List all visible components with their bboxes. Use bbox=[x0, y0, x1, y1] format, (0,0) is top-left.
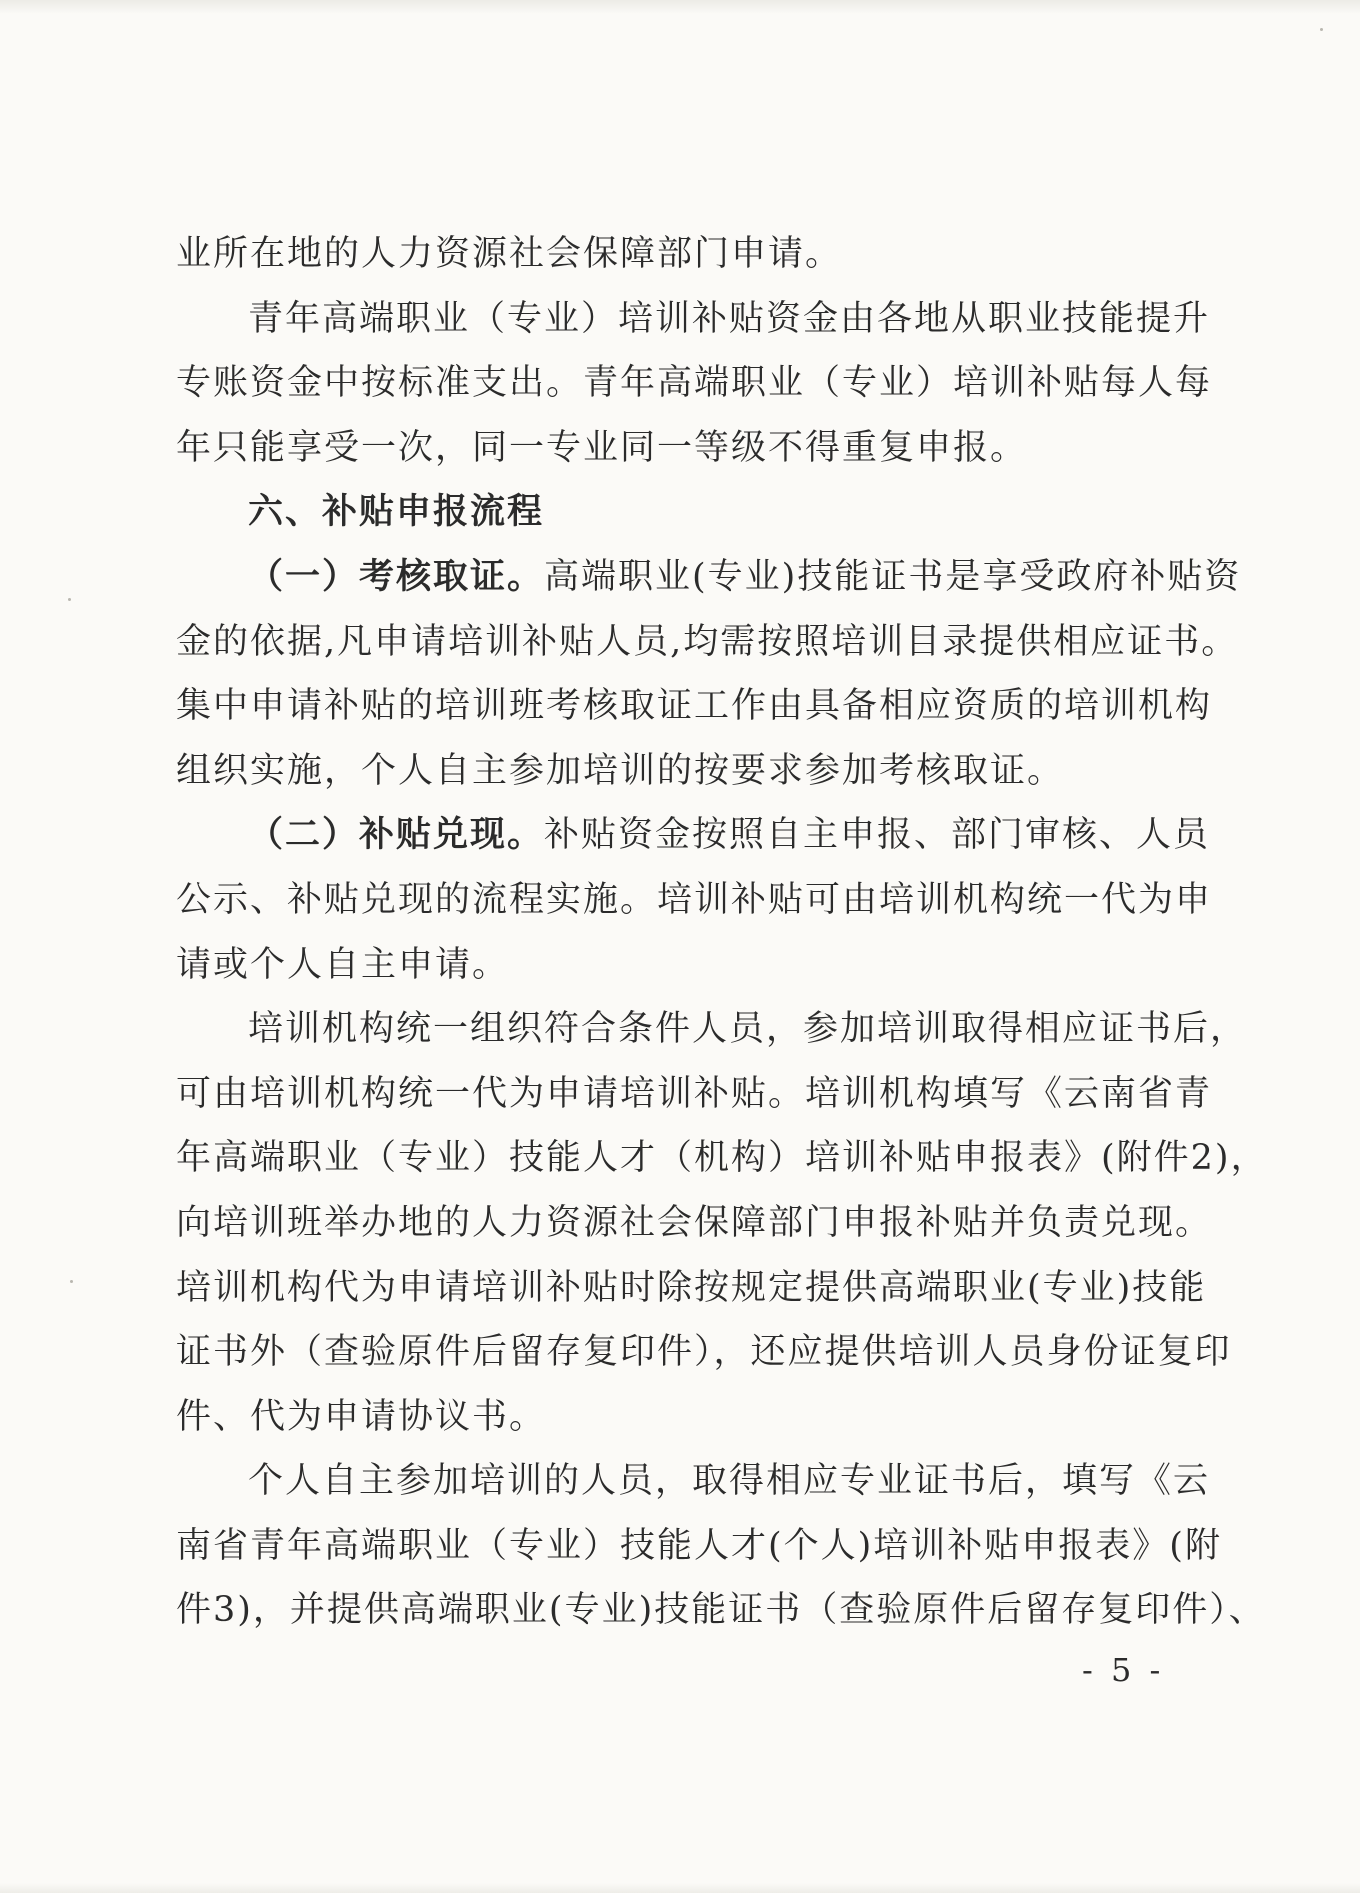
body-line: 培训机构代为申请培训补贴时除按规定提供高端职业(专业)技能 bbox=[176, 1267, 1207, 1308]
body-line: 培训机构统一组织符合条件人员，参加培训取得相应证书后， bbox=[248, 1009, 1248, 1050]
subsection-lead: （一）考核取证。 bbox=[248, 555, 545, 597]
body-line: 南省青年高端职业（专业）技能人才(个人)培训补贴申报表》(附 bbox=[176, 1525, 1222, 1566]
body-line: 金的依据,凡申请培训补贴人员,均需按照培训目录提供相应证书。 bbox=[176, 621, 1239, 662]
body-line: 专账资金中按标准支出。青年高端职业（专业）培训补贴每人每 bbox=[176, 363, 1213, 404]
body-line: 公示、补贴兑现的流程实施。培训补贴可由培训机构统一代为申 bbox=[176, 879, 1213, 920]
body-text: 补贴资金按照自主申报、部门审核、人员 bbox=[544, 815, 1211, 856]
body-line: 可由培训机构统一代为申请培训补贴。培训机构填写《云南省青 bbox=[176, 1073, 1213, 1114]
body-text: 高端职业(专业)技能证书是享受政府补贴资 bbox=[544, 556, 1242, 597]
body-line: 青年高端职业（专业）培训补贴资金由各地从职业技能提升 bbox=[248, 298, 1211, 339]
body-line: 年高端职业（专业）技能人才（机构）培训补贴申报表》(附件2)， bbox=[176, 1138, 1268, 1179]
scan-speck bbox=[70, 1280, 73, 1283]
body-line: 组织实施，个人自主参加培训的按要求参加考核取证。 bbox=[176, 750, 1065, 791]
document-body bbox=[176, 222, 1268, 1643]
body-line: 向培训班举办地的人力资源社会保障部门申报补贴并负责兑现。 bbox=[176, 1202, 1213, 1243]
body-line: 请或个人自主申请。 bbox=[176, 944, 510, 985]
subsection-lead: （二）补贴兑现。 bbox=[248, 814, 545, 856]
page-number: - 5 - bbox=[1082, 1651, 1165, 1689]
body-line: 年只能享受一次，同一专业同一等级不得重复申报。 bbox=[176, 427, 1028, 468]
scan-edge-bottom bbox=[0, 1883, 1360, 1893]
scan-speck bbox=[68, 598, 71, 601]
body-line: 个人自主参加培训的人员，取得相应专业证书后，填写《云 bbox=[248, 1461, 1211, 1502]
body-line: 件3)，并提供高端职业(专业)技能证书（查验原件后留存复印件）、 bbox=[176, 1590, 1266, 1631]
body-line: 证书外（查验原件后留存复印件），还应提供培训人员身份证复印 bbox=[176, 1332, 1232, 1373]
scan-edge-top bbox=[0, 0, 1360, 14]
body-line bbox=[176, 545, 1242, 610]
body-line: 业所在地的人力资源社会保障部门申请。 bbox=[176, 234, 843, 274]
section-heading: 六、补贴申报流程 bbox=[248, 492, 545, 533]
body-line: 件、代为申请协议书。 bbox=[176, 1396, 547, 1437]
body-line bbox=[176, 803, 1211, 868]
body-line: 集中申请补贴的培训班考核取证工作由具备相应资质的培训机构 bbox=[176, 686, 1213, 727]
scan-speck bbox=[1320, 28, 1323, 31]
